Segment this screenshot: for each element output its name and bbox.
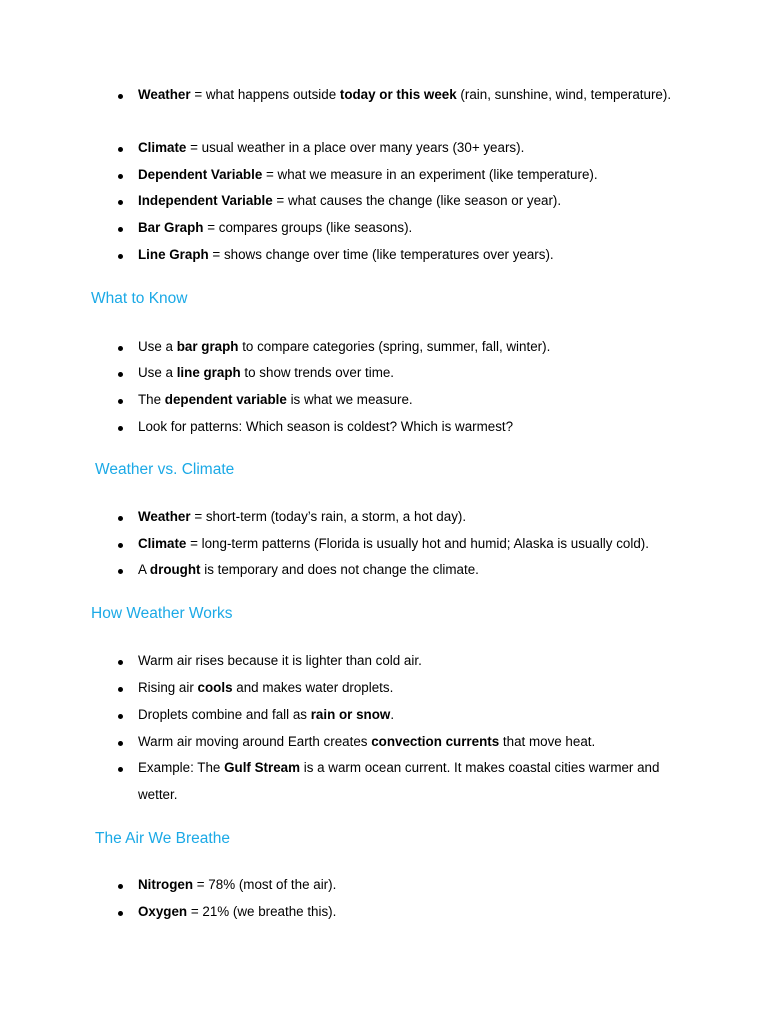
- bullet-icon: [118, 543, 123, 548]
- definition-text: = 78% (most of the air).: [193, 877, 337, 892]
- bullet-icon: [118, 911, 123, 916]
- bullet-icon: [118, 426, 123, 431]
- section-heading-weather-vs-climate: Weather vs. Climate: [95, 461, 235, 478]
- bullet-icon: [118, 741, 123, 746]
- emphasis-text: convection currents: [371, 734, 500, 749]
- list-item: [138, 414, 698, 441]
- item-text: and makes water droplets.: [232, 680, 394, 695]
- definition-text: = 21% (we breathe this).: [187, 904, 337, 919]
- bullet-icon: [118, 200, 123, 205]
- definition-text: = what happens outside: [190, 87, 340, 102]
- definition-text: (rain, sunshine, wind, temperature).: [456, 87, 672, 102]
- emphasis-text: dependent variable: [164, 392, 287, 407]
- term: Weather: [138, 87, 191, 102]
- definition-text: = what causes the change (like season or year).: [272, 193, 562, 208]
- item-text: A: [138, 562, 150, 577]
- term: Dependent Variable: [138, 167, 263, 182]
- bullet-icon: [118, 399, 123, 404]
- bullet-icon: [118, 254, 123, 259]
- term: Climate: [138, 536, 187, 551]
- emphasis-text: line graph: [176, 365, 241, 380]
- item-text: is temporary and does not change the climate.: [200, 562, 479, 577]
- bullet-icon: [118, 767, 123, 772]
- emphasis-text: drought: [149, 562, 201, 577]
- item-text: is a warm ocean current. It makes coastal cities warmer and wetter.: [138, 760, 660, 802]
- bullet-icon: [118, 346, 123, 351]
- item-text: Warm air moving around Earth creates: [138, 734, 372, 749]
- section-heading-what-to-know: What to Know: [91, 290, 188, 307]
- bullet-icon: [118, 94, 123, 99]
- term: Bar Graph: [138, 220, 204, 235]
- section-heading-air-we-breathe: The Air We Breathe: [95, 830, 230, 847]
- term: Climate: [138, 140, 187, 155]
- list-item: [138, 899, 698, 926]
- definition-text: = usual weather in a place over many years (30+ years).: [186, 140, 525, 155]
- emphasis-text: rain or snow: [310, 707, 391, 722]
- list-item: [138, 675, 698, 702]
- item-text: Use a: [138, 339, 177, 354]
- term: Weather: [138, 509, 191, 524]
- bullet-icon: [118, 516, 123, 521]
- term: Nitrogen: [138, 877, 194, 892]
- list-item: [138, 188, 698, 215]
- list-item: [138, 557, 698, 584]
- definition-text: = short-term (today’s rain, a storm, a hot day).: [190, 509, 467, 524]
- list-item: [138, 215, 698, 242]
- emphasis-text: bar graph: [176, 339, 239, 354]
- bullet-icon: [118, 372, 123, 377]
- list-item: [138, 504, 698, 531]
- list-item: [138, 162, 698, 189]
- emphasis-text: Gulf Stream: [224, 760, 300, 775]
- bullet-icon: [118, 174, 123, 179]
- bullet-icon: [118, 660, 123, 665]
- item-text: .: [390, 707, 395, 722]
- bullet-icon: [118, 687, 123, 692]
- definition-text: = compares groups (like seasons).: [203, 220, 413, 235]
- bullet-icon: [118, 147, 123, 152]
- list-item: [138, 755, 698, 808]
- term: Line Graph: [138, 247, 209, 262]
- item-text: The: [138, 392, 165, 407]
- bullet-icon: [118, 227, 123, 232]
- emphasis-text: cools: [197, 680, 233, 695]
- item-text: that move heat.: [499, 734, 596, 749]
- item-text: Use a: [138, 365, 177, 380]
- item-text: Droplets combine and fall as: [138, 707, 311, 722]
- bullet-icon: [118, 714, 123, 719]
- item-text: Example: The: [138, 760, 225, 775]
- list-item: [138, 729, 698, 756]
- list-item: [138, 135, 698, 162]
- bullet-icon: [118, 884, 123, 889]
- item-text: to show trends over time.: [240, 365, 395, 380]
- list-item: [138, 360, 698, 387]
- item-text: Warm air rises because it is lighter than cold air.: [138, 653, 422, 668]
- definition-text: = shows change over time (like temperatures over years).: [208, 247, 554, 262]
- emphasis-text: today or this week: [339, 87, 457, 102]
- list-item: [138, 242, 698, 269]
- list-item: [138, 872, 698, 899]
- definition-text: = what we measure in an experiment (like temperature).: [262, 167, 598, 182]
- section-heading-how-weather-works: How Weather Works: [91, 605, 233, 622]
- list-item: [138, 702, 698, 729]
- term: Independent Variable: [138, 193, 273, 208]
- list-item: [138, 334, 698, 361]
- term: Oxygen: [138, 904, 188, 919]
- item-text: Look for patterns: Which season is coldest? Which is warmest?: [138, 419, 514, 434]
- item-text: is what we measure.: [286, 392, 413, 407]
- list-item: [138, 531, 738, 558]
- bullet-icon: [118, 569, 123, 574]
- item-text: to compare categories (spring, summer, fall, winter).: [238, 339, 551, 354]
- list-item: [138, 82, 698, 109]
- item-text: Rising air: [138, 680, 198, 695]
- definition-text: = long-term patterns (Florida is usually hot and humid; Alaska is usually cold).: [186, 536, 649, 551]
- list-item: [138, 387, 698, 414]
- list-item: [138, 648, 698, 675]
